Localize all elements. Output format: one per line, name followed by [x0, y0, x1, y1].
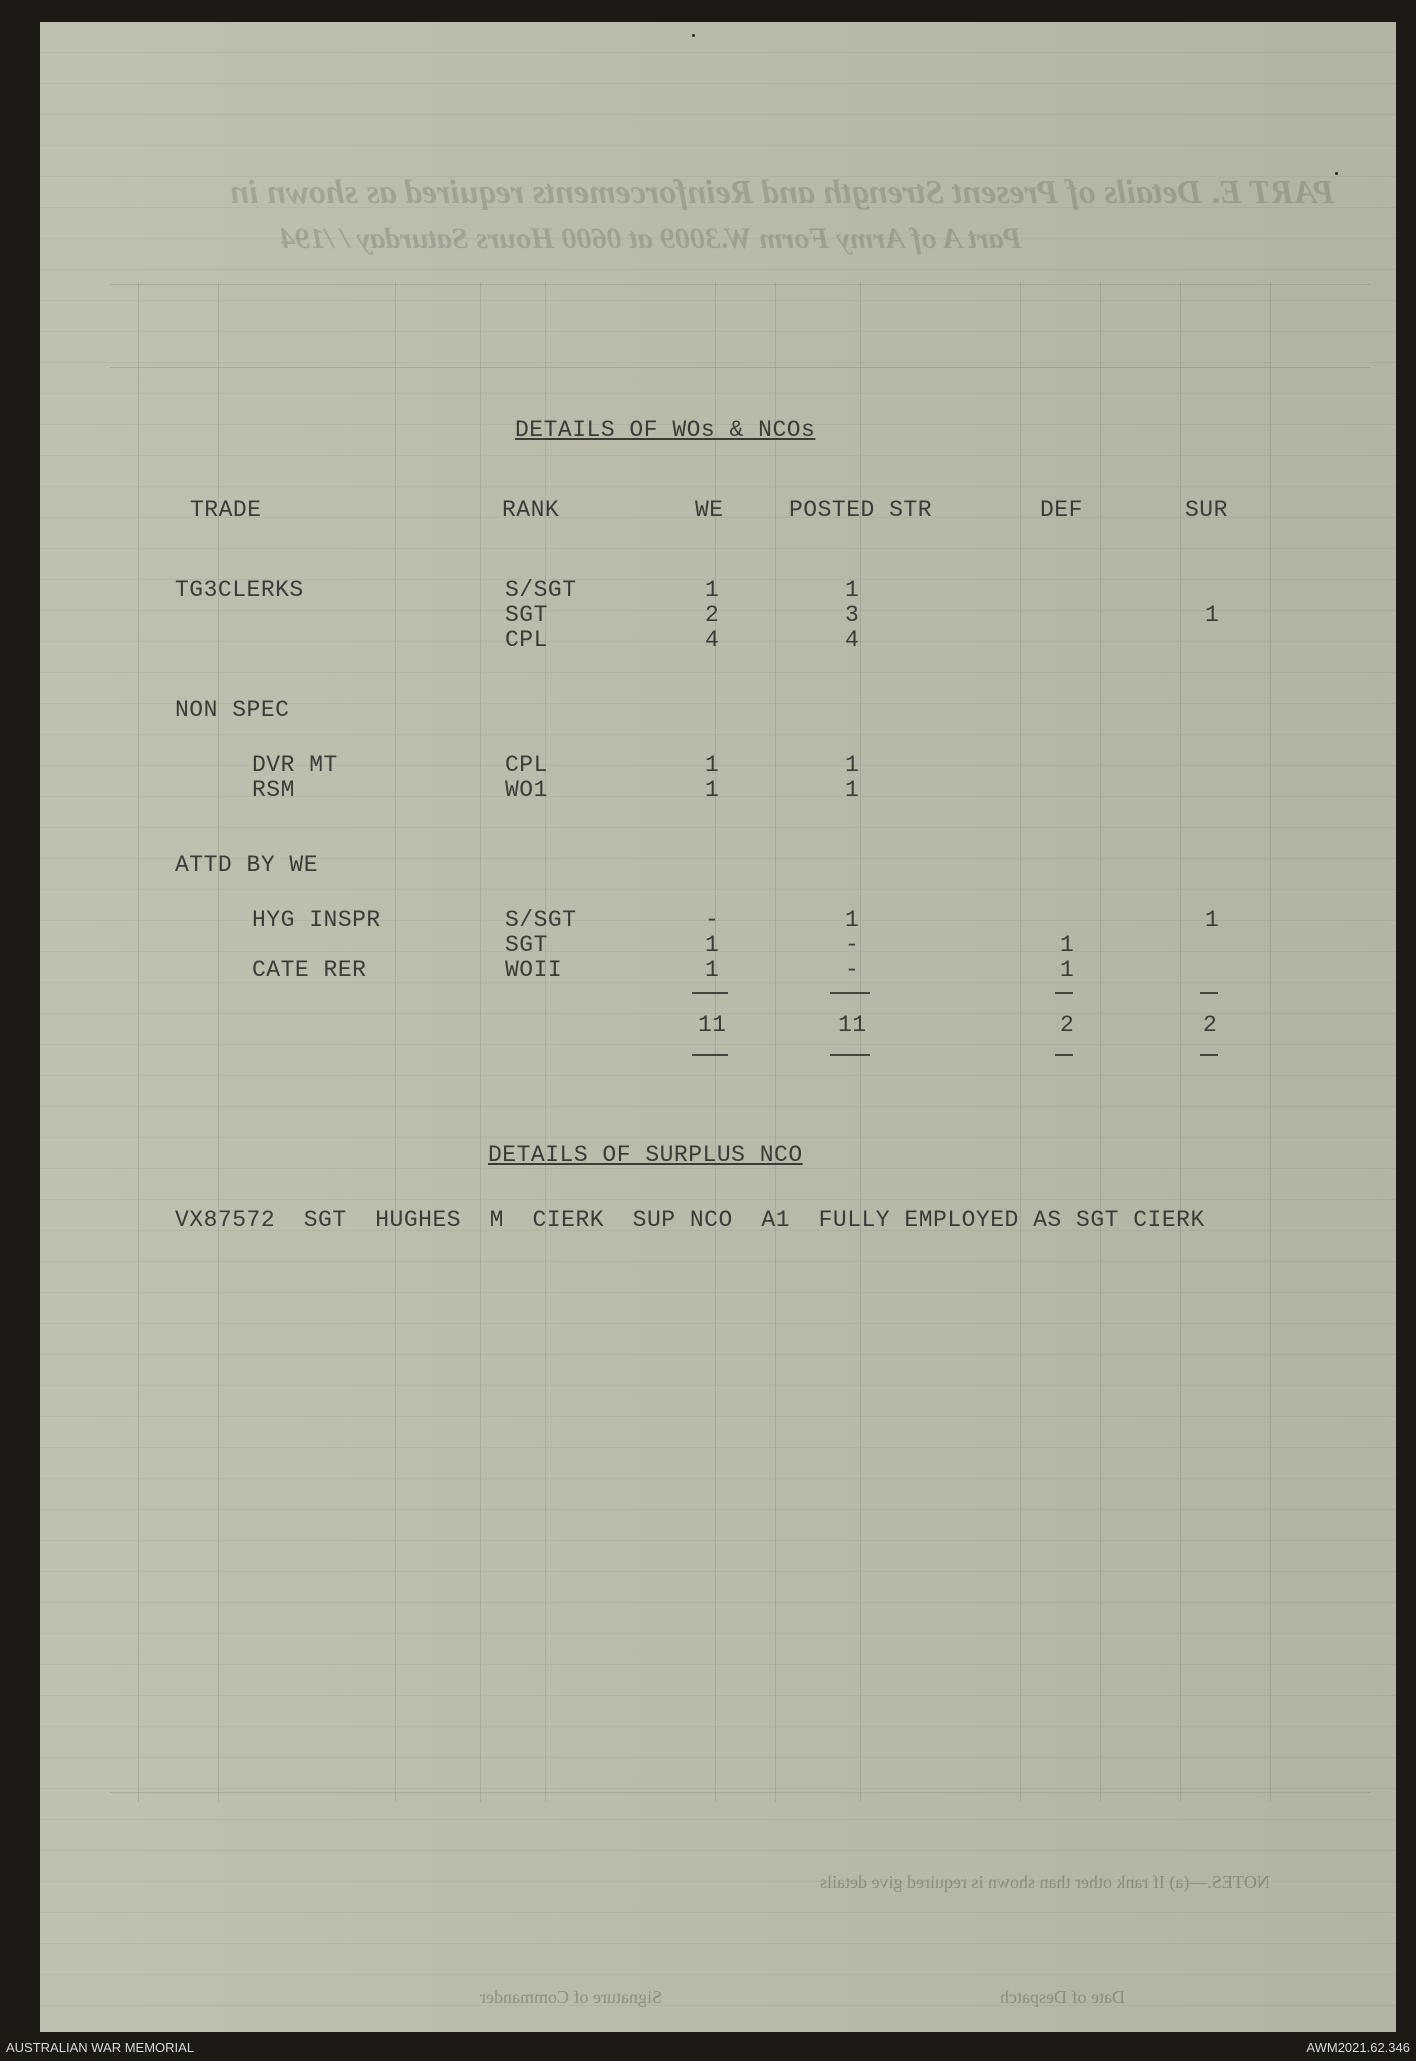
table-row-we: 2	[705, 602, 720, 628]
table-row-posted: 1	[845, 577, 860, 603]
total-def: 2	[1060, 1012, 1075, 1038]
table-row-we: -	[705, 907, 720, 933]
table-row-posted: 3	[845, 602, 860, 628]
bleed-through-gridline	[395, 282, 396, 1802]
table-row-def: 1	[1060, 957, 1075, 983]
table-row-rank: WO1	[505, 777, 548, 803]
table-row-trade: TG3CLERKS	[175, 577, 304, 603]
column-header-posted-str: POSTED STR	[789, 497, 933, 523]
bleed-through-heading: PART E. Details of Present Strength and Reinforcements required as shown in	[230, 174, 1335, 211]
table-row-trade: HYG INSPR	[252, 907, 381, 933]
total-rule	[1055, 992, 1073, 994]
table-row-def: 1	[1060, 932, 1075, 958]
table-row-rank: SGT	[505, 932, 548, 958]
total-we: 11	[698, 1012, 727, 1038]
bleed-through-gridline	[775, 282, 776, 1802]
credit-right: AWM2021.62.346	[1306, 2040, 1410, 2055]
column-header-sur: SUR	[1185, 497, 1228, 523]
bleed-through-date-label: Date of Despatch	[1000, 1987, 1125, 2007]
table-row-rank: S/SGT	[505, 577, 577, 603]
table-row-trade: CATE RER	[252, 957, 367, 983]
table-row-posted: 4	[845, 627, 860, 653]
total-rule	[1200, 1054, 1218, 1056]
total-rule	[1200, 992, 1218, 994]
bleed-through-gridline	[1270, 282, 1271, 1802]
bleed-through-notes: NOTES.—(a) If rank other than shown is required give details	[820, 1872, 1270, 1892]
heading-wos-ncos: DETAILS OF WOs & NCOs	[515, 417, 816, 443]
bleed-through-rule	[110, 284, 1370, 285]
table-row-posted: 1	[845, 907, 860, 933]
section-label-attd-by-we: ATTD BY WE	[175, 852, 319, 878]
table-row-we: 1	[705, 577, 720, 603]
bleed-through-rule	[110, 367, 1370, 368]
table-row-posted: 1	[845, 752, 860, 778]
bleed-through-rule	[110, 1792, 1370, 1793]
column-header-rank: RANK	[502, 497, 560, 523]
total-posted: 11	[838, 1012, 867, 1038]
table-row-we: 4	[705, 627, 720, 653]
credit-left: AUSTRALIAN WAR MEMORIAL	[6, 2040, 195, 2055]
bleed-through-gridline	[138, 282, 139, 1802]
table-row-sur: 1	[1205, 602, 1220, 628]
table-row-we: 1	[705, 777, 720, 803]
table-row-we: 1	[705, 957, 720, 983]
bleed-through-gridline	[1180, 282, 1181, 1802]
table-row-we: 1	[705, 752, 720, 778]
table-row-rank: CPL	[505, 752, 548, 778]
bleed-through-gridline	[1100, 282, 1101, 1802]
total-rule	[692, 1054, 728, 1056]
bleed-through-signature-label: Signature of Commander	[480, 1987, 662, 2007]
total-rule	[830, 992, 870, 994]
total-rule	[1055, 1054, 1073, 1056]
heading-surplus-nco: DETAILS OF SURPLUS NCO	[488, 1142, 803, 1168]
bleed-through-subheading: Part A of Army Form W.3009 at 0600 Hours Saturday / /194	[280, 222, 1022, 255]
table-row-trade: RSM	[252, 777, 295, 803]
column-header-trade: TRADE	[190, 497, 262, 523]
column-header-def: DEF	[1040, 497, 1083, 523]
total-sur: 2	[1203, 1012, 1218, 1038]
bleed-through-gridline	[1020, 282, 1021, 1802]
total-rule	[830, 1054, 870, 1056]
paper-speck	[692, 34, 695, 37]
bleed-through-gridline	[480, 282, 481, 1802]
table-row-posted: -	[845, 957, 860, 983]
table-row-posted: 1	[845, 777, 860, 803]
table-row-rank: SGT	[505, 602, 548, 628]
table-row-sur: 1	[1205, 907, 1220, 933]
surplus-nco-line: VX87572 SGT HUGHES M CIERK SUP NCO A1 FULLY EMPLOYED AS SGT CIERK	[175, 1207, 1205, 1233]
document-page	[40, 22, 1396, 2032]
table-row-trade: DVR MT	[252, 752, 338, 778]
section-label-non-spec: NON SPEC	[175, 697, 290, 723]
paper-speck	[1335, 172, 1338, 175]
table-row-rank: WOII	[505, 957, 563, 983]
table-row-posted: -	[845, 932, 860, 958]
total-rule	[692, 992, 728, 994]
table-row-rank: S/SGT	[505, 907, 577, 933]
table-row-we: 1	[705, 932, 720, 958]
column-header-we: WE	[695, 497, 724, 523]
table-row-rank: CPL	[505, 627, 548, 653]
